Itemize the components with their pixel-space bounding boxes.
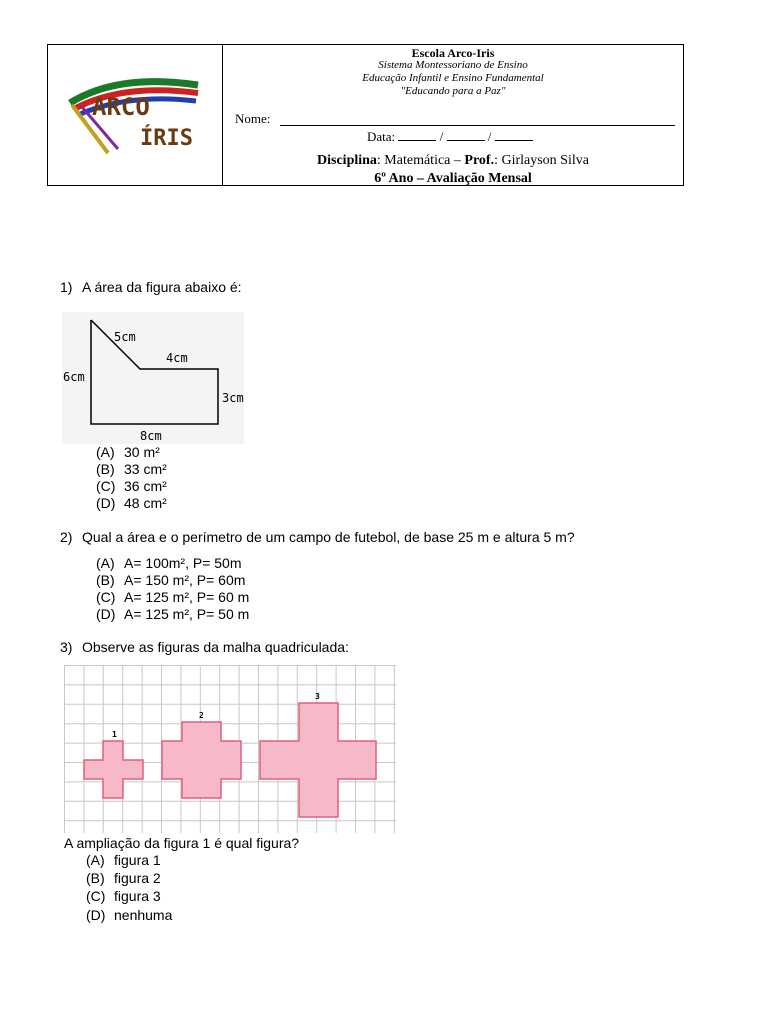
square-grid-figure [64, 665, 396, 833]
q1-option-d[interactable]: (D) 48 cm² [96, 495, 167, 511]
prof-value: : Girlayson Silva [494, 153, 589, 168]
question-text: A área da figura abaixo é: [82, 279, 242, 295]
logo-text-arco: ARCO [92, 93, 150, 121]
label-right: 3cm [222, 391, 244, 405]
question-text: Qual a área e o perímetro de um campo de futebol, de base 25 m e altura 5 m? [82, 529, 575, 545]
date-sep-2: / [487, 129, 492, 144]
q2-option-c[interactable]: (C) A= 125 m², P= 60 m [96, 589, 250, 605]
header-table [47, 44, 684, 186]
school-name: Escola Arco-Iris [411, 46, 495, 60]
label-slant: 5cm [114, 330, 136, 344]
area-figure [62, 312, 244, 444]
figure-1-label: 1 [112, 730, 117, 739]
q3-option-d[interactable]: (D) nenhuma [86, 907, 173, 923]
school-logo [48, 45, 222, 185]
question-1 [60, 279, 242, 295]
q3-option-a[interactable]: (A) figura 1 [86, 852, 161, 868]
logo-text-iris: ÍRIS [140, 126, 193, 151]
date-label: Data: [367, 129, 396, 144]
school-subtitle: Sistema Montessoriano de Ensino [378, 59, 528, 71]
question-3-subquestion: A ampliação da figura 1 é qual figura? [64, 835, 300, 851]
school-motto: "Educando para a Paz" [400, 85, 506, 97]
school-levels: Educação Infantil e Ensino Fundamental [362, 72, 544, 84]
q3-option-c[interactable]: (C) figura 3 [86, 888, 161, 904]
question-number: 3) [60, 639, 73, 655]
question-2 [60, 529, 575, 545]
date-row [367, 128, 533, 145]
discipline-value: : Matemática – [376, 153, 465, 168]
q1-option-a[interactable]: (A) 30 m² [96, 444, 160, 460]
date-month-field[interactable] [447, 128, 485, 141]
discipline-label: Disciplina [317, 153, 377, 168]
grade-title: 6º Ano – Avaliação Mensal [374, 171, 532, 186]
q2-option-d[interactable]: (D) A= 125 m², P= 50 m [96, 606, 250, 622]
logo-cell [48, 45, 223, 185]
name-field[interactable] [280, 125, 675, 126]
figure-3-label: 3 [315, 692, 320, 701]
date-year-field[interactable] [495, 128, 533, 141]
discipline-row [223, 153, 683, 169]
date-day-field[interactable] [398, 128, 436, 141]
name-label: Nome: [235, 111, 271, 126]
q1-option-c[interactable]: (C) 36 cm² [96, 478, 167, 494]
q2-option-a[interactable]: (A) A= 100m², P= 50m [96, 555, 242, 571]
figure-2-label: 2 [199, 711, 204, 720]
label-left: 6cm [63, 370, 85, 384]
label-top: 4cm [166, 351, 188, 365]
question-number: 1) [60, 279, 73, 295]
label-bottom: 8cm [140, 429, 162, 443]
q3-option-b[interactable]: (B) figura 2 [86, 870, 161, 886]
prof-label: Prof. [464, 153, 495, 168]
q2-option-b[interactable]: (B) A= 150 m², P= 60m [96, 572, 246, 588]
question-text: Observe as figuras da malha quadriculada: [82, 639, 349, 655]
question-number: 2) [60, 529, 73, 545]
q1-option-b[interactable]: (B) 33 cm² [96, 461, 167, 477]
question-3 [60, 639, 349, 655]
date-sep-1: / [439, 129, 444, 144]
header-info [223, 45, 683, 185]
